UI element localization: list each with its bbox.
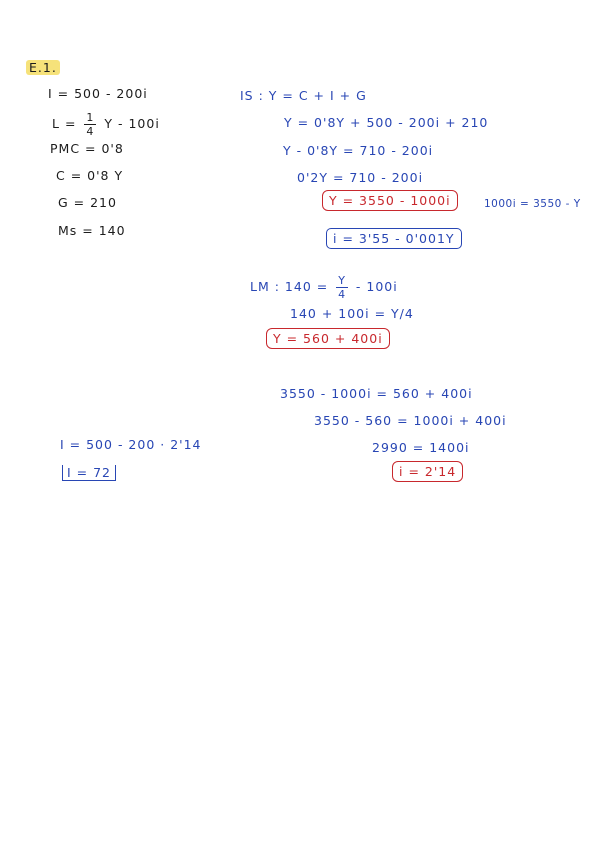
lm-fraction: $\frac{Y}{4}$ [338,274,347,301]
equilibrium-result: i = 2'14 [392,464,463,479]
is-step-3: 0'2Y = 710 - 200i [297,170,424,185]
investment-step-1: I = 500 - 200 · 2'14 [60,437,202,452]
is-result: Y = 3550 - 1000i [322,193,458,208]
money-demand-function: L = $\frac{1}{4}$ Y - 100i [52,111,160,138]
is-curve-label: IS : Y = C + I + G [240,88,367,103]
consumption-function: C = 0'8 Y [56,168,124,183]
lm-step-1: 140 + 100i = Y/4 [290,306,414,321]
exercise-label: E.1. [26,60,60,75]
investment-function: I = 500 - 200i [48,86,148,101]
money-demand-fraction: $\frac{1}{4}$ [86,111,95,138]
government-spending: G = 210 [58,195,117,210]
is-step-2: Y - 0'8Y = 710 - 200i [283,143,434,158]
equilibrium-step-2: 3550 - 560 = 1000i + 400i [314,413,507,428]
lm-curve-label: LM : 140 = $\frac{Y}{4}$ - 100i [250,274,398,301]
is-i-result: i = 3'55 - 0'001Y [326,231,462,246]
lm-result: Y = 560 + 400i [266,331,390,346]
pmc-value: PMC = 0'8 [50,141,124,156]
money-supply: Ms = 140 [58,223,126,238]
is-step-1: Y = 0'8Y + 500 - 200i + 210 [284,115,489,130]
equilibrium-step-3: 2990 = 1400i [372,440,470,455]
is-side-note: 1000i = 3550 - Y [484,198,581,210]
equilibrium-step-1: 3550 - 1000i = 560 + 400i [280,386,473,401]
investment-result: I = 72 [62,465,116,480]
